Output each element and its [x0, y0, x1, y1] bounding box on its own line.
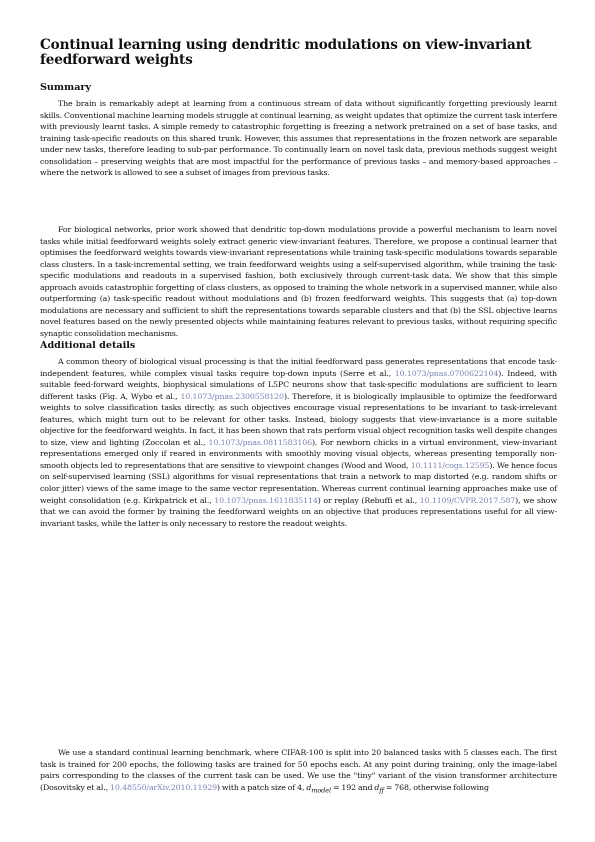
- section-heading-summary: Summary: [40, 82, 92, 93]
- doi-link-dosovitsky[interactable]: 10.48550/arXiv.2010.11929: [109, 782, 217, 792]
- details-paragraph-2: We use a standard continual learning benchmark, where CIFAR-100 is split into 20 balanced tasks with 5 classes each. The first task is trained for 200 epochs, the following tasks are trained for 50 epochs each. At any point during training, only the image-label pairs corresponding to the classes of the current task can be used. We use the "tiny" variant of the vision transformer architecture (Dosovitsky et al., 10.48550/arXiv.2010.11929) with a patch size of 4, $d_{model} = 192$ and $d_{ff} = 768$, otherwise following: [40, 748, 557, 795]
- summary-paragraph-2: For biological networks, prior work showed that dendritic top-down modulations provide a powerful mechanism to learn novel tasks while initial feedforward weights solely extract generic view-invariant features. Therefore, we propose a continual learner that optimises the feedforward weights towards view-invariant representations while training task-specific modulations towards separable class clusters. In a task-incremental setting, we train feedforward weights using a self-supervised algorithm, while training the task-specific modulations and readouts in a supervised fashion, both exclusively through current-task data. We show that this simple approach avoids catastrophic forgetting of class clusters, as opposed to training the whole network in a supervised manner, while also outperforming (a) task-specific readout without modulations and (b) frozen feedforward weights. This suggests that (a) top-down modulations are necessary and sufficient to shift the representations towards separable clusters and that (b) the SSL objective learns novel features based on the newly presented objects while maintaining features relevant to previous tasks, without requiring specific synaptic consolidation mechanisms.: [40, 225, 557, 338]
- section-heading-details: Additional details: [40, 340, 136, 351]
- doi-link-wybo[interactable]: 10.1073/pnas.2300558120: [180, 391, 284, 401]
- doi-link-rebuffi[interactable]: 10.1109/CVPR.2017.587: [419, 495, 516, 505]
- details-paragraph-1: A common theory of biological visual processing is that the initial feedforward pass generates representations that encode task-independent features, while complex visual tasks require top-down inputs (Serre et al., 10.1073/pnas.0700622104). Indeed, with suitable feed-forward weights, biophysical simulations of L5PC neurons show that task-specific modulations are sufficient to learn different tasks (Fig. A, Wybo et al., 10.1073/pnas.2300558120). Therefore, it is biologically implausible to optimize the feedforward weights to solve classification tasks directly, as such objectives encourage visual representations to be invariant to task-irrelevant features, which might turn out to be relevant for other tasks. Instead, biology suggests that view-invariance is a more suitable objective for the feedforward weights. In fact, it has been shown that rats perform visual object recognition tasks well despite changes to size, view and lighting (Zoccolan et al., 10.1073/pnas.0811583106). For newborn chicks in a virtual environment, view-invariant representations emerged only if reared in environments with smoothly moving visual objects, whereas presenting temporally non-smooth objects led to representations that are sensitive to viewpoint changes (Wood and Wood, 10.1111/cogs.12595). We hence focus on self-supervised learning (SSL) algorithms for visual representations that train a network to map distorted (e.g. random shifts or color jitter) views of the same image to the same vector representation. Whereas current continual learning approaches make use of weight consolidation (e.g. Kirkpatrick et al., 10.1073/pnas.1611835114) or replay (Rebuffi et al., 10.1109/CVPR.2017.587), we show that we can avoid the former by training the feedforward weights on an objective that produces representations useful for all view-invariant tasks, while the latter is only necessary to restore the readout weights.: [40, 357, 558, 528]
- summary-paragraph-1: The brain is remarkably adept at learning from a continuous stream of data without significantly forgetting previously learnt skills. Conventional machine learning models struggle at continual learning, as weight updates that optimize the current task interfere with previously learnt tasks. A simple remedy to catastrophic forgetting is freezing a network pretrained on a set of base tasks, and training task-specific readouts on this shared trunk. However, this assumes that representations in the frozen network are separable under new tasks, therefore leading to sub-par performance. To continually learn on novel task data, previous methods suggest weight consolidation – preserving weights that are most impactful for the performance of previous tasks – and memory-based approaches – where the network is allowed to see a subset of images from previous tasks.: [40, 99, 557, 178]
- doi-link-wood[interactable]: 10.1111/cogs.12595: [410, 460, 490, 470]
- doi-link-kirkpatrick[interactable]: 10.1073/pnas.1611835114: [214, 495, 318, 505]
- doi-link-zoccolan[interactable]: 10.1073/pnas.0811583106: [208, 437, 312, 447]
- paper-title: Continual learning using dendritic modulations on view-invariant feedforward weights: [40, 37, 532, 68]
- doi-link-serre[interactable]: 10.1073/pnas.0700622104: [394, 368, 499, 378]
- d-model-symbol: $d_{model}$: [306, 782, 331, 795]
- d-ff-symbol: $d_{ff}$: [374, 782, 384, 795]
